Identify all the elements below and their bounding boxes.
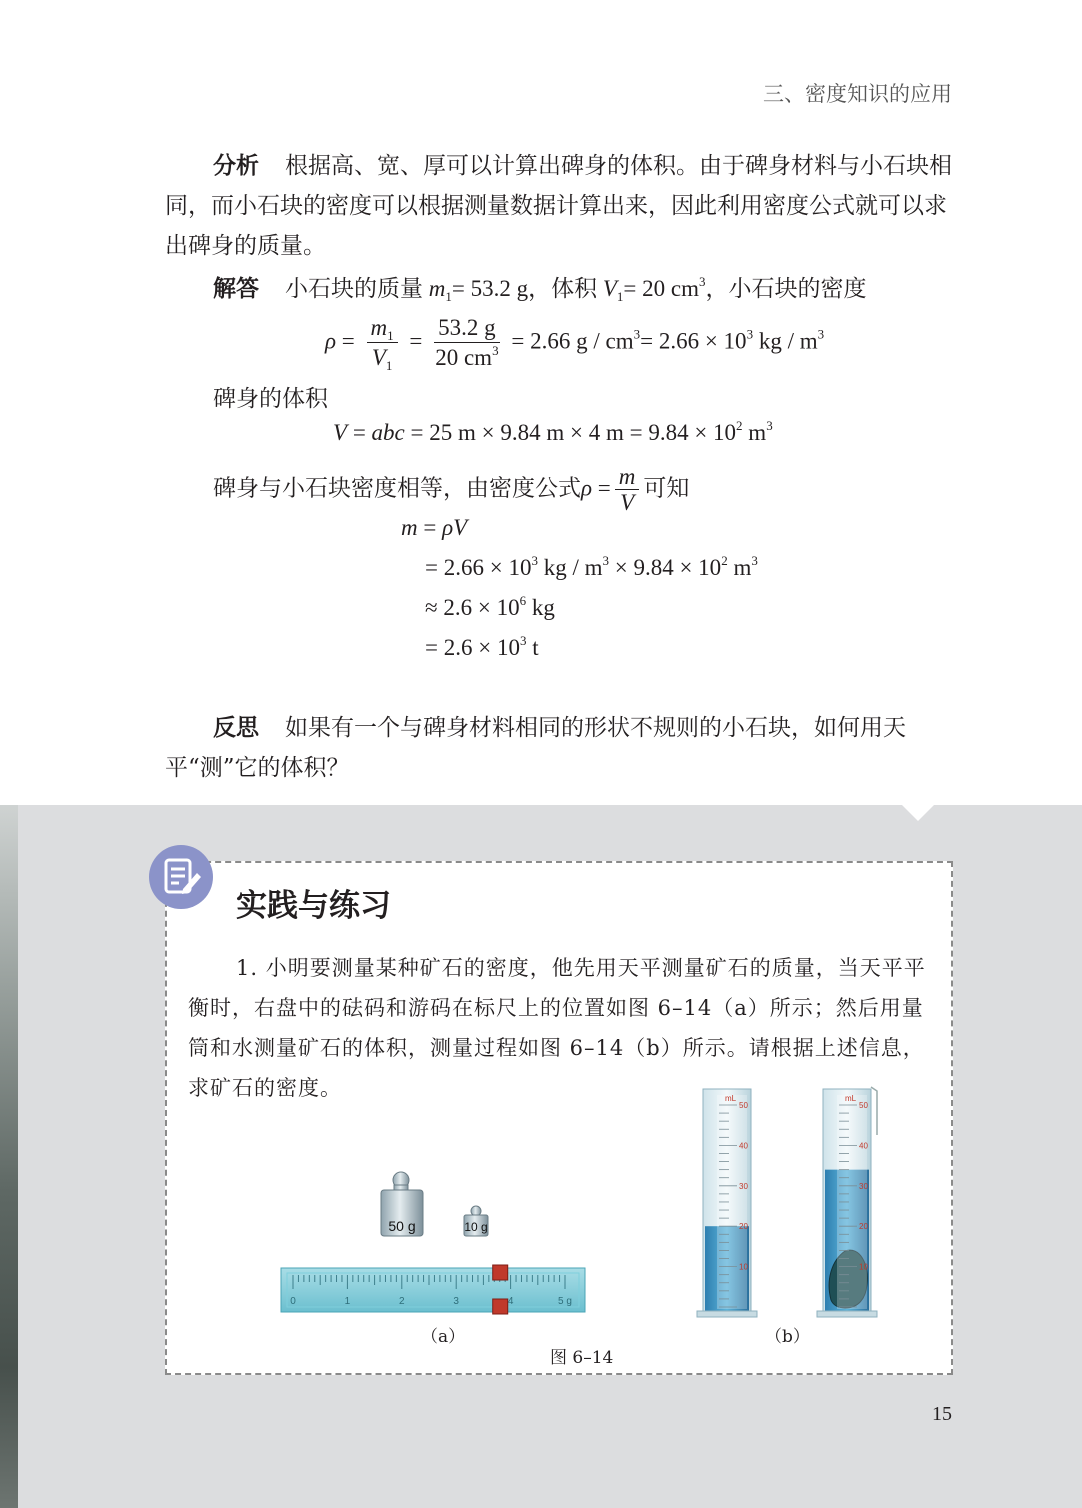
rho-symbol: ρ	[325, 328, 337, 354]
step1-d: m	[727, 555, 752, 580]
dens-num: m	[618, 464, 636, 489]
balance-scale-bar	[281, 1265, 585, 1314]
result-a-exp: 3	[633, 326, 641, 342]
value-v1: = 20 cm	[623, 276, 699, 301]
step1-c: × 9.84 × 10	[608, 555, 722, 580]
step3-exp: 3	[519, 633, 527, 648]
rider-bottom	[493, 1299, 508, 1314]
cylinder-with-ore	[817, 1087, 877, 1317]
step1-a-exp: 3	[531, 553, 538, 568]
cylinder-tick-label: 50	[859, 1101, 868, 1110]
cylinder-water-only	[697, 1089, 757, 1317]
value-m1: = 53.2 g，体积	[451, 276, 598, 301]
weight-10g-label: 10 g	[464, 1220, 488, 1234]
density-text: 碑身与小石块密度相等，由密度公式	[213, 475, 581, 501]
step3-a: = 2.6 × 10	[425, 635, 520, 660]
hanging-thread	[871, 1087, 877, 1135]
figure-caption: 图 6–14	[550, 1348, 614, 1368]
fraction-m1-v1: $\frac{m_1}{V_1}$	[367, 315, 398, 371]
vol-rest: = 25 m × 9.84 m × 4 m = 9.84 × 10	[404, 420, 737, 445]
answer-text-1: 小石块的质量	[285, 276, 423, 301]
cylinder-tick-label: 20	[859, 1222, 868, 1232]
answer-text-2: ，小石块的密度	[705, 276, 867, 301]
volume-label: 碑身的体积	[213, 386, 328, 412]
step1-b: kg / m	[537, 555, 603, 580]
reflection-text: 如果有一个与碑身材料相同的形状不规则的小石块，如何用天平“测”它的体积？	[165, 715, 906, 781]
step3-b: t	[526, 635, 539, 660]
result-c-exp: 3	[817, 326, 825, 342]
result-b-exp: 3	[746, 326, 754, 342]
cylinder-tick-label: 10	[859, 1262, 868, 1272]
exp-v1: 3	[699, 274, 706, 289]
step1-b-exp: 3	[602, 553, 609, 568]
answer-line	[213, 270, 867, 303]
cylinder-tick-label: 40	[739, 1141, 748, 1151]
analysis-label: 分析	[213, 153, 259, 179]
frac1-num: m	[370, 315, 388, 340]
decorative-side-strip	[0, 805, 18, 1508]
step2-a: ≈ 2.6 × 10	[425, 595, 520, 620]
scale-tick-label: 4	[507, 1296, 514, 1307]
cylinder-tick-label: 30	[739, 1181, 748, 1191]
frac2-num: 53.2 g	[434, 315, 500, 343]
frac2-den: 20 cm	[435, 345, 493, 370]
weight-50g	[381, 1172, 423, 1236]
vol-unit-exp: 3	[766, 418, 773, 433]
fraction-m-v	[615, 466, 640, 514]
scale-tick-label: 1	[344, 1296, 351, 1307]
reflection-paragraph	[165, 708, 955, 788]
step1-c-exp: 2	[721, 553, 728, 568]
figure-b-cylinders	[695, 1085, 895, 1325]
mass-line-4	[425, 635, 539, 661]
mass-m: m	[401, 515, 418, 540]
cylinder-tick-label: 30	[859, 1181, 868, 1191]
scale-tick-label: 5 g	[558, 1296, 572, 1307]
sub-v1: 1	[616, 289, 624, 304]
cylinder-tick-label: 40	[859, 1141, 868, 1151]
result-a: = 2.66 g / cm	[511, 328, 634, 354]
var-v1: V	[602, 276, 617, 301]
dens-tail: 可知	[643, 475, 690, 501]
chapter-header: 三、密度知识的应用	[763, 82, 952, 106]
cylinder-tick-label: 20	[739, 1222, 748, 1232]
mass-eq: =	[417, 515, 443, 540]
result-c: kg / m	[753, 328, 818, 354]
caption-a: （a）	[421, 1327, 466, 1347]
step1-a: = 2.66 × 10	[425, 555, 532, 580]
density-equality-line	[213, 466, 689, 514]
analysis-paragraph	[165, 146, 955, 266]
rider-top	[493, 1265, 508, 1280]
sub-m1: 1	[445, 289, 452, 304]
question-1: 1. 小明要测量某种矿石的密度，他先用天平测量矿石的质量，当天平平衡时，右盘中的砝码和游码在标尺上的位置如图 6–14（a）所示；然后用量筒和水测量矿石的体积，测量过程如图 6–14（b）所示。请根据上述信息，求矿石的密度。	[188, 956, 926, 1100]
frac2-den-exp: 3	[492, 343, 499, 358]
figure-a-balance	[275, 1165, 595, 1325]
caption-b: （b）	[765, 1327, 810, 1347]
vol-exp: 2	[736, 418, 743, 433]
dens-rho: ρ	[581, 475, 593, 501]
step2-b: kg	[526, 595, 555, 620]
reflection-label: 反思	[213, 715, 259, 741]
cylinder-unit-label: mL	[725, 1094, 737, 1103]
weight-50g-label: 50 g	[388, 1218, 416, 1234]
cylinder-tick-label: 10	[739, 1262, 748, 1272]
mass-line-1	[401, 515, 467, 541]
exercise-badge	[149, 845, 213, 909]
page-number: 15	[932, 1403, 952, 1425]
result-b: = 2.66 × 10	[640, 328, 747, 354]
density-calc-line	[325, 315, 824, 371]
vol-v: V	[333, 420, 348, 445]
equals-1: =	[341, 328, 355, 354]
mass-rhov: ρV	[442, 515, 468, 540]
var-m1: m	[428, 276, 446, 301]
mass-line-3	[425, 595, 555, 621]
dens-eq: =	[597, 475, 611, 501]
weight-10g	[464, 1206, 488, 1236]
notepad-pencil-icon	[149, 845, 213, 909]
frac1-den: V	[371, 345, 386, 370]
cylinder-unit-label: mL	[845, 1094, 857, 1103]
band-notch	[902, 805, 934, 821]
scale-tick-label: 0	[290, 1296, 296, 1307]
cylinder-tick-label: 50	[739, 1101, 748, 1110]
scale-tick-label: 2	[399, 1296, 405, 1307]
dens-den: V	[620, 490, 635, 515]
equals-2: =	[409, 328, 423, 354]
practice-title: 实践与练习	[236, 888, 391, 924]
vol-abc: abc	[371, 420, 405, 445]
answer-label: 解答	[213, 276, 259, 302]
mass-line-2	[425, 555, 758, 581]
step1-d-exp: 3	[751, 553, 758, 568]
vol-eq: =	[347, 420, 372, 445]
fraction-values	[434, 315, 500, 371]
analysis-text: 根据高、宽、厚可以计算出碑身的体积。由于碑身材料与小石块相同，而小石块的密度可以根据测量数据计算出来，因此利用密度公式就可以求出碑身的质量。	[165, 153, 952, 259]
volume-formula	[333, 420, 773, 446]
vol-unit: m	[742, 420, 767, 445]
scale-tick-label: 3	[453, 1296, 459, 1307]
step2-exp: 6	[519, 593, 527, 608]
